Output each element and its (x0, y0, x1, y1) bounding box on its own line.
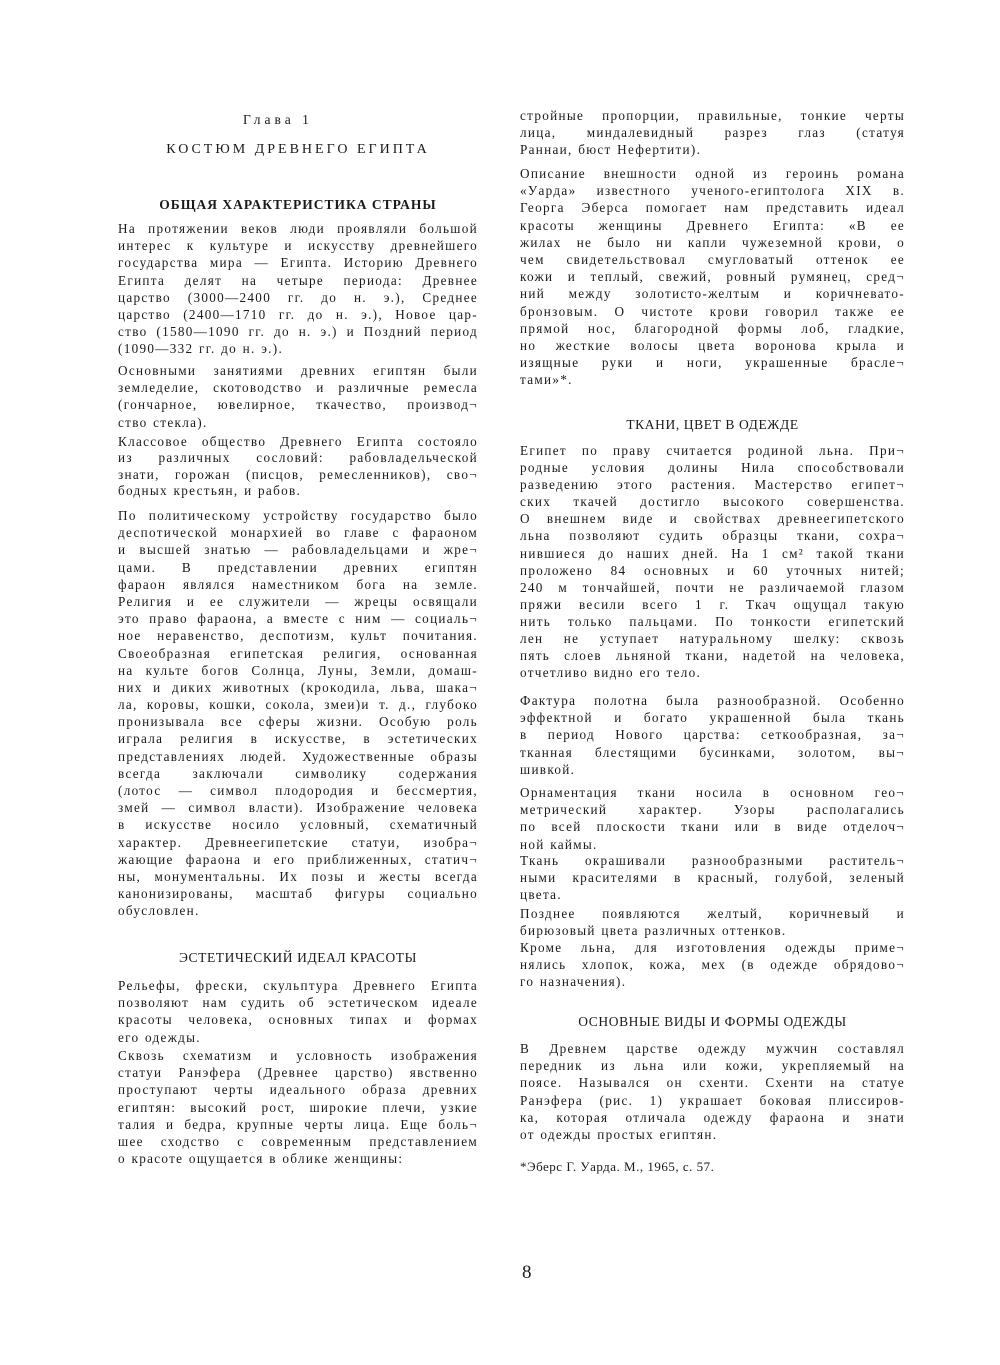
text-line: 240 м тончайшей, почти не различаемой глазом (520, 579, 905, 595)
text-line: кожи и теплый, свежий, ровный румянец, сред¬ (520, 269, 905, 285)
text-line: по всей плоскости ткани или в виде отделоч¬ (520, 819, 905, 835)
text-line: Рельефы, фрески, скульптура Древнего Египта (118, 978, 478, 993)
paragraph (520, 442, 905, 681)
text-line: Фактура полотна была разнообразной. Особенно (520, 693, 905, 708)
text-line: (лотос — символ плодородия и бессмертия, (118, 783, 478, 798)
paragraph (520, 1040, 905, 1143)
text-line: В Древнем царстве одежду мужчин составлял (520, 1041, 905, 1056)
text-line: цами. В представлении древних египтян (118, 559, 478, 575)
text-line: фараон являлся наместником бога на земле. (118, 576, 478, 592)
text-line: характер. Древнеегипетские статуи, изобра¬ (118, 834, 478, 850)
text-line: ными красителями в красный, голубой, зеленый (520, 870, 905, 886)
text-line: проложено 84 основных и 60 уточных нитей; (520, 562, 905, 578)
text-line: канонизированы, масштаб фигуры социально (118, 886, 478, 902)
text-line: тканная блестящими бусинками, золотом, вы¬ (520, 744, 905, 760)
text-line: метрический характер. Узоры располагались (520, 802, 905, 818)
text-line: Своеобразная египетская религия, основанная (118, 645, 478, 661)
text-line: знати, горожан (писцов, ремесленников), сво¬ (118, 466, 478, 482)
paragraph (118, 507, 478, 920)
page-number: 8 (522, 1262, 532, 1283)
paragraph (520, 107, 905, 159)
text-line: статуи Ранэфера (Древнее царство) явственно (118, 1065, 478, 1081)
text-line: льна позволяют судить образцы ткани, сохра¬ (520, 528, 905, 544)
text-line: разведению этого растения. Мастерство египет¬ (520, 477, 905, 493)
text-line: Ранэфера (рис. 1) украшает боковая плиссиров- (520, 1092, 905, 1108)
text-line: Ткань окрашивали разнообразными раститель¬ (520, 853, 905, 868)
text-line: всегда заключали символику содержания (118, 765, 478, 781)
paragraph (118, 1047, 478, 1167)
paragraph (520, 692, 905, 778)
text-line: деспотической монархией во главе с фараоном (118, 525, 478, 541)
text-line: Классовое общество Древнего Египта состояло (118, 434, 478, 449)
text-line: ка, которая отличала одежду фараона и знати (520, 1109, 905, 1125)
text-line: нялись хлопок, кожа, мех (в одежде обрядово¬ (520, 957, 905, 973)
text-line: египтян: высокий рост, широкие плечи, узкие (118, 1099, 478, 1115)
chapter-title: КОСТЮМ ДРЕВНЕГО ЕГИПТА (166, 142, 430, 157)
text-line: и высшей знатью — рабовладельцами и жре¬ (118, 542, 478, 558)
paragraph (520, 939, 905, 991)
text-line: ла, коровы, кошки, сокола, змеи)и т. д., глубоко (118, 697, 478, 713)
section-heading: ТКАНИ, ЦВЕТ В ОДЕЖДЕ (626, 417, 799, 432)
text-line: Религия и ее служители — жрецы освящали (118, 593, 478, 609)
text-line: ских ткачей достигло высокого совершенства. (520, 494, 905, 510)
text-line: (1090—332 гг. до н. э.). (118, 341, 284, 357)
paragraph (118, 362, 478, 431)
text-line: передник из льна или кожи, укрепляемый на (520, 1058, 905, 1074)
text-line: жилах не было ни капли чужеземной крови, о (520, 234, 905, 250)
text-line: бодных крестьян, и рабов. (118, 483, 302, 499)
text-line: обусловлен. (118, 903, 200, 919)
text-line: них и диких животных (крокодила, льва, шака¬ (118, 679, 478, 695)
text-line: родные условия долины Нила способствовали (520, 460, 905, 476)
text-line: ство стекла). (118, 414, 208, 430)
text-line: ной каймы. (520, 836, 598, 852)
text-line: это право фараона, а вместе с ним — социаль¬ (118, 611, 478, 627)
chapter-label: Глава 1 (243, 112, 313, 127)
text-line: но жесткие волосы цвета воронова крыла и (520, 337, 905, 353)
section-heading: ЭСТЕТИЧЕСКИЙ ИДЕАЛ КРАСОТЫ (178, 950, 418, 965)
paragraph (520, 784, 905, 853)
text-line: нившиеся до наших дней. На 1 см² такой ткани (520, 545, 905, 561)
text-line: О внешнем виде и свойствах древнеегипетского (520, 511, 905, 527)
text-line: изящные руки и ноги, украшенные брасле¬ (520, 355, 905, 371)
text-line: цвета. (520, 887, 562, 903)
text-line: представлениях людей. Художественные образы (118, 748, 478, 764)
paragraph (520, 852, 905, 904)
text-line: тами»*. (520, 372, 573, 388)
text-line: поясе. Назывался он схенти. Схенти на статуе (520, 1075, 905, 1091)
text-line: ное неравенство, деспотизм, культ почитания. (118, 628, 478, 644)
text-line: играла религия в искусстве, в эстетических (118, 731, 478, 747)
text-line: змей — символ власти). Изображение человека (118, 800, 478, 816)
text-line: Основными занятиями древних египтян были (118, 363, 478, 378)
text-line: талия и бедра, крупные черты лица. Еще боль¬ (118, 1116, 478, 1132)
text-line: ны, монументальны. Их позы и жесты всегда (118, 868, 478, 884)
text-line: На протяжении веков люди проявляли большой (118, 221, 478, 236)
text-line: в период Нового царства: сеткообразная, за¬ (520, 727, 905, 743)
text-line: лен не уступает натуральному шелку: сквозь (520, 631, 905, 647)
text-line: шее сходство с современным представлением (118, 1133, 478, 1149)
paragraph (118, 434, 478, 500)
text-line: красоты человека, основных типах и формах (118, 1012, 478, 1028)
text-line: отчетливо видно его тело. (520, 665, 702, 681)
text-line: из различных сословий: рабовладельческой (118, 450, 478, 466)
text-line: (гончарное, ювелирное, ткачество, производ¬ (118, 397, 478, 413)
paragraph (118, 977, 478, 1046)
text-line: в искусстве носило условный, схематичный (118, 817, 478, 833)
text-line: «Уарда» известного ученого-египтолога XIX в. (520, 183, 905, 199)
text-line: красоты женщины Древнего Египта: «В ее (520, 217, 905, 233)
text-line: царство (3000—2400 гг. до н. э.), Среднее (118, 289, 478, 305)
text-line: лица, миндалевидный разрез глаз (статуя (520, 125, 905, 141)
paragraph (118, 220, 478, 358)
text-line: Орнаментация ткани носила в основном гео¬ (520, 785, 905, 800)
section-heading: ОБЩАЯ ХАРАКТЕРИСТИКА СТРАНЫ (159, 197, 437, 212)
text-line: пряжи весили всего 1 г. Ткач ощущал такую (520, 596, 905, 612)
text-line: пять слоев льняной ткани, надетой на человека, (520, 648, 905, 664)
text-line: ний между золотисто-желтым и коричневато- (520, 286, 905, 302)
footnote: *Эберс Г. Уарда. М., 1965, с. 57. (520, 1159, 715, 1174)
text-line: позволяют нам судить об эстетическом идеале (118, 995, 478, 1011)
text-line: государства мира — Египта. Историю Древнего (118, 255, 478, 271)
text-line: стройные пропорции, правильные, тонкие черты (520, 108, 905, 123)
text-line: ство (1580—1090 гг. до н. э.) и Поздний период (118, 324, 478, 340)
text-line: Египта делят на четыре периода: Древнее (118, 272, 478, 288)
text-line: чем свидетельствовал смугловатый оттенок ее (520, 251, 905, 267)
text-line: бронзовым. О чистоте крови говорил также ее (520, 303, 905, 319)
text-line: Георга Эберса помогает нам представить идеал (520, 200, 905, 216)
text-line: Кроме льна, для изготовления одежды приме¬ (520, 940, 905, 955)
text-line: Египет по праву считается родиной льна. При¬ (520, 443, 905, 458)
text-line: го назначения). (520, 974, 627, 990)
text-line: Позднее появляются желтый, коричневый и (520, 906, 905, 921)
section-heading: ОСНОВНЫЕ ВИДЫ И ФОРМЫ ОДЕЖДЫ (578, 1014, 847, 1029)
text-line: Описание внешности одной из героинь романа (520, 166, 905, 181)
paragraph (520, 905, 905, 939)
paragraph (520, 165, 905, 388)
text-line: о красоте ощущается в облике женщины: (118, 1151, 404, 1167)
text-line: По политическому устройству государство было (118, 508, 478, 523)
text-line: нить только пальцами. По тонкости египетский (520, 613, 905, 629)
text-line: от одежды простых египтян. (520, 1126, 718, 1142)
text-line: Сквозь схематизм и условность изображения (118, 1048, 478, 1063)
text-line: интерес к культуре и искусству древнейшего (118, 238, 478, 254)
text-line: царство (2400—1710 гг. до н. э.), Новое цар- (118, 306, 478, 322)
text-line: жающие фараона и его приближенных, статич¬ (118, 851, 478, 867)
text-line: на культе богов Солнца, Луны, Земли, домаш- (118, 662, 478, 678)
text-line: эффектной и богато украшенной была ткань (520, 710, 905, 726)
text-line: земледелие, скотоводство и различные ремесла (118, 380, 478, 396)
text-line: его одежды. (118, 1029, 201, 1045)
text-line: бирюзовый цвета различных оттенков. (520, 923, 787, 939)
text-line: Раннаи, бюст Нефертити). (520, 142, 702, 158)
text-line: пронизывала все сферы жизни. Особую роль (118, 714, 478, 730)
text-line: прямой нос, благородной формы лоб, гладкие, (520, 320, 905, 336)
text-line: проступают черты идеального образа древних (118, 1082, 478, 1098)
text-line: шивкой. (520, 761, 576, 777)
